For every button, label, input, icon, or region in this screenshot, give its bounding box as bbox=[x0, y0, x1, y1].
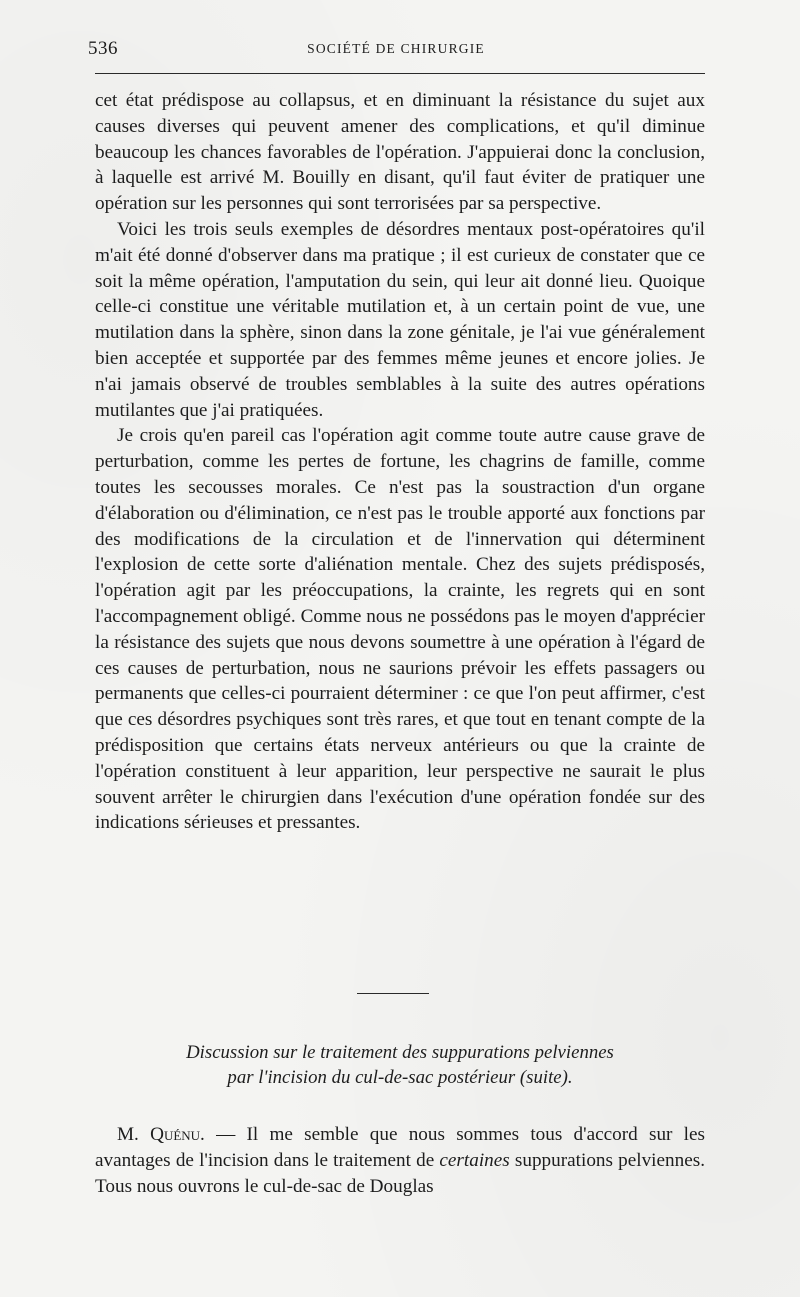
paragraph-2: Voici les trois seuls exemples de désordres mentaux post-opératoires qu'il m'ait été donné d'observer dans ma pratique ; il est curieux de constater que ce soit la même opération, l'amputation du sein, qui leur ait donné lieu. Quoique celle-ci constitue une véritable mutilation et, à un certain point de vue, une mutilation dans la sphère, sinon dans la zone génitale, je l'ai vue généralement bien acceptée et supportée par des femmes même jeunes et encore jolies. Je n'ai jamais observé de troubles semblables à la suite des autres opérations mutilantes que j'ai pratiquées. bbox=[95, 218, 705, 421]
speech-emphasis: certaines bbox=[439, 1149, 510, 1171]
discussion-heading bbox=[95, 1040, 705, 1090]
speech-text-after: suppurations pelviennes. Tous nous ouvrons le cul-de-sac de Douglas bbox=[95, 1149, 705, 1197]
speaker-name: M. Quénu. bbox=[117, 1124, 205, 1145]
speech-text-before: Il me semble que nous sommes tous d'accord sur les avantages de l'incision dans le traitement de bbox=[95, 1124, 705, 1171]
header-rule bbox=[95, 73, 705, 74]
paragraph-3: Je crois qu'en pareil cas l'opération agit comme toute autre cause grave de perturbation, comme les pertes de fortune, les chagrins de famille, comme toutes les secousses morales. Ce n'est pas la soustraction d'un organe d'élaboration ou d'élimination, ce n'est pas le trouble apporté aux fonctions par des modifications de la circulation et de l'innervation qui déterminent l'explosion de cette sorte d'aliénation mentale. Chez des sujets prédisposés, l'opération agit par les préoccupations, la crainte, les regrets qui en sont l'accompagnement obligé. Comme nous ne possédons pas le moyen d'apprécier la résistance des sujets que nous devons soumettre à une opération à l'égard de ces causes de perturbation, nous ne saurions prévoir les effets passagers ou permanents que celles-ci pourraient déterminer : ce que l'on peut affirmer, c'est que ces désordres psychiques sont très rares, et que tout en tenant compte de la prédisposition que certains états nerveux antérieurs ou que la crainte de l'opération constituent à leur apparition, leur perspective ne saurait le plus souvent arrêter le chirurgien dans l'exécution d'une opération fondée sur des indications sérieuses et pressantes. bbox=[95, 425, 705, 834]
discussion-heading-line-1: Discussion sur le traitement des suppurations pelviennes bbox=[186, 1042, 614, 1063]
discussion-heading-line-2: par l'incision du cul-de-sac postérieur (suite). bbox=[227, 1067, 573, 1088]
page-number: 536 bbox=[88, 38, 118, 59]
running-title: SOCIÉTÉ DE CHIRURGIE bbox=[307, 41, 485, 56]
section-separator bbox=[357, 993, 429, 994]
running-head bbox=[88, 38, 704, 62]
speech-dash: — bbox=[204, 1124, 247, 1145]
paragraph-1: cet état prédispose au collapsus, et en diminuant la résistance du sujet aux causes diverses qui peuvent amener des complications, et qu'il diminue beaucoup les chances favorables de l'opération. J'appuierai donc la conclusion, à laquelle est arrivé M. Bouilly en disant, qu'il faut éviter de pratiquer une opération sur les personnes qui sont terrorisées par sa perspective. bbox=[95, 90, 705, 215]
body-text bbox=[95, 88, 705, 836]
speech-paragraph bbox=[95, 1122, 705, 1199]
speech-block bbox=[95, 1122, 705, 1199]
